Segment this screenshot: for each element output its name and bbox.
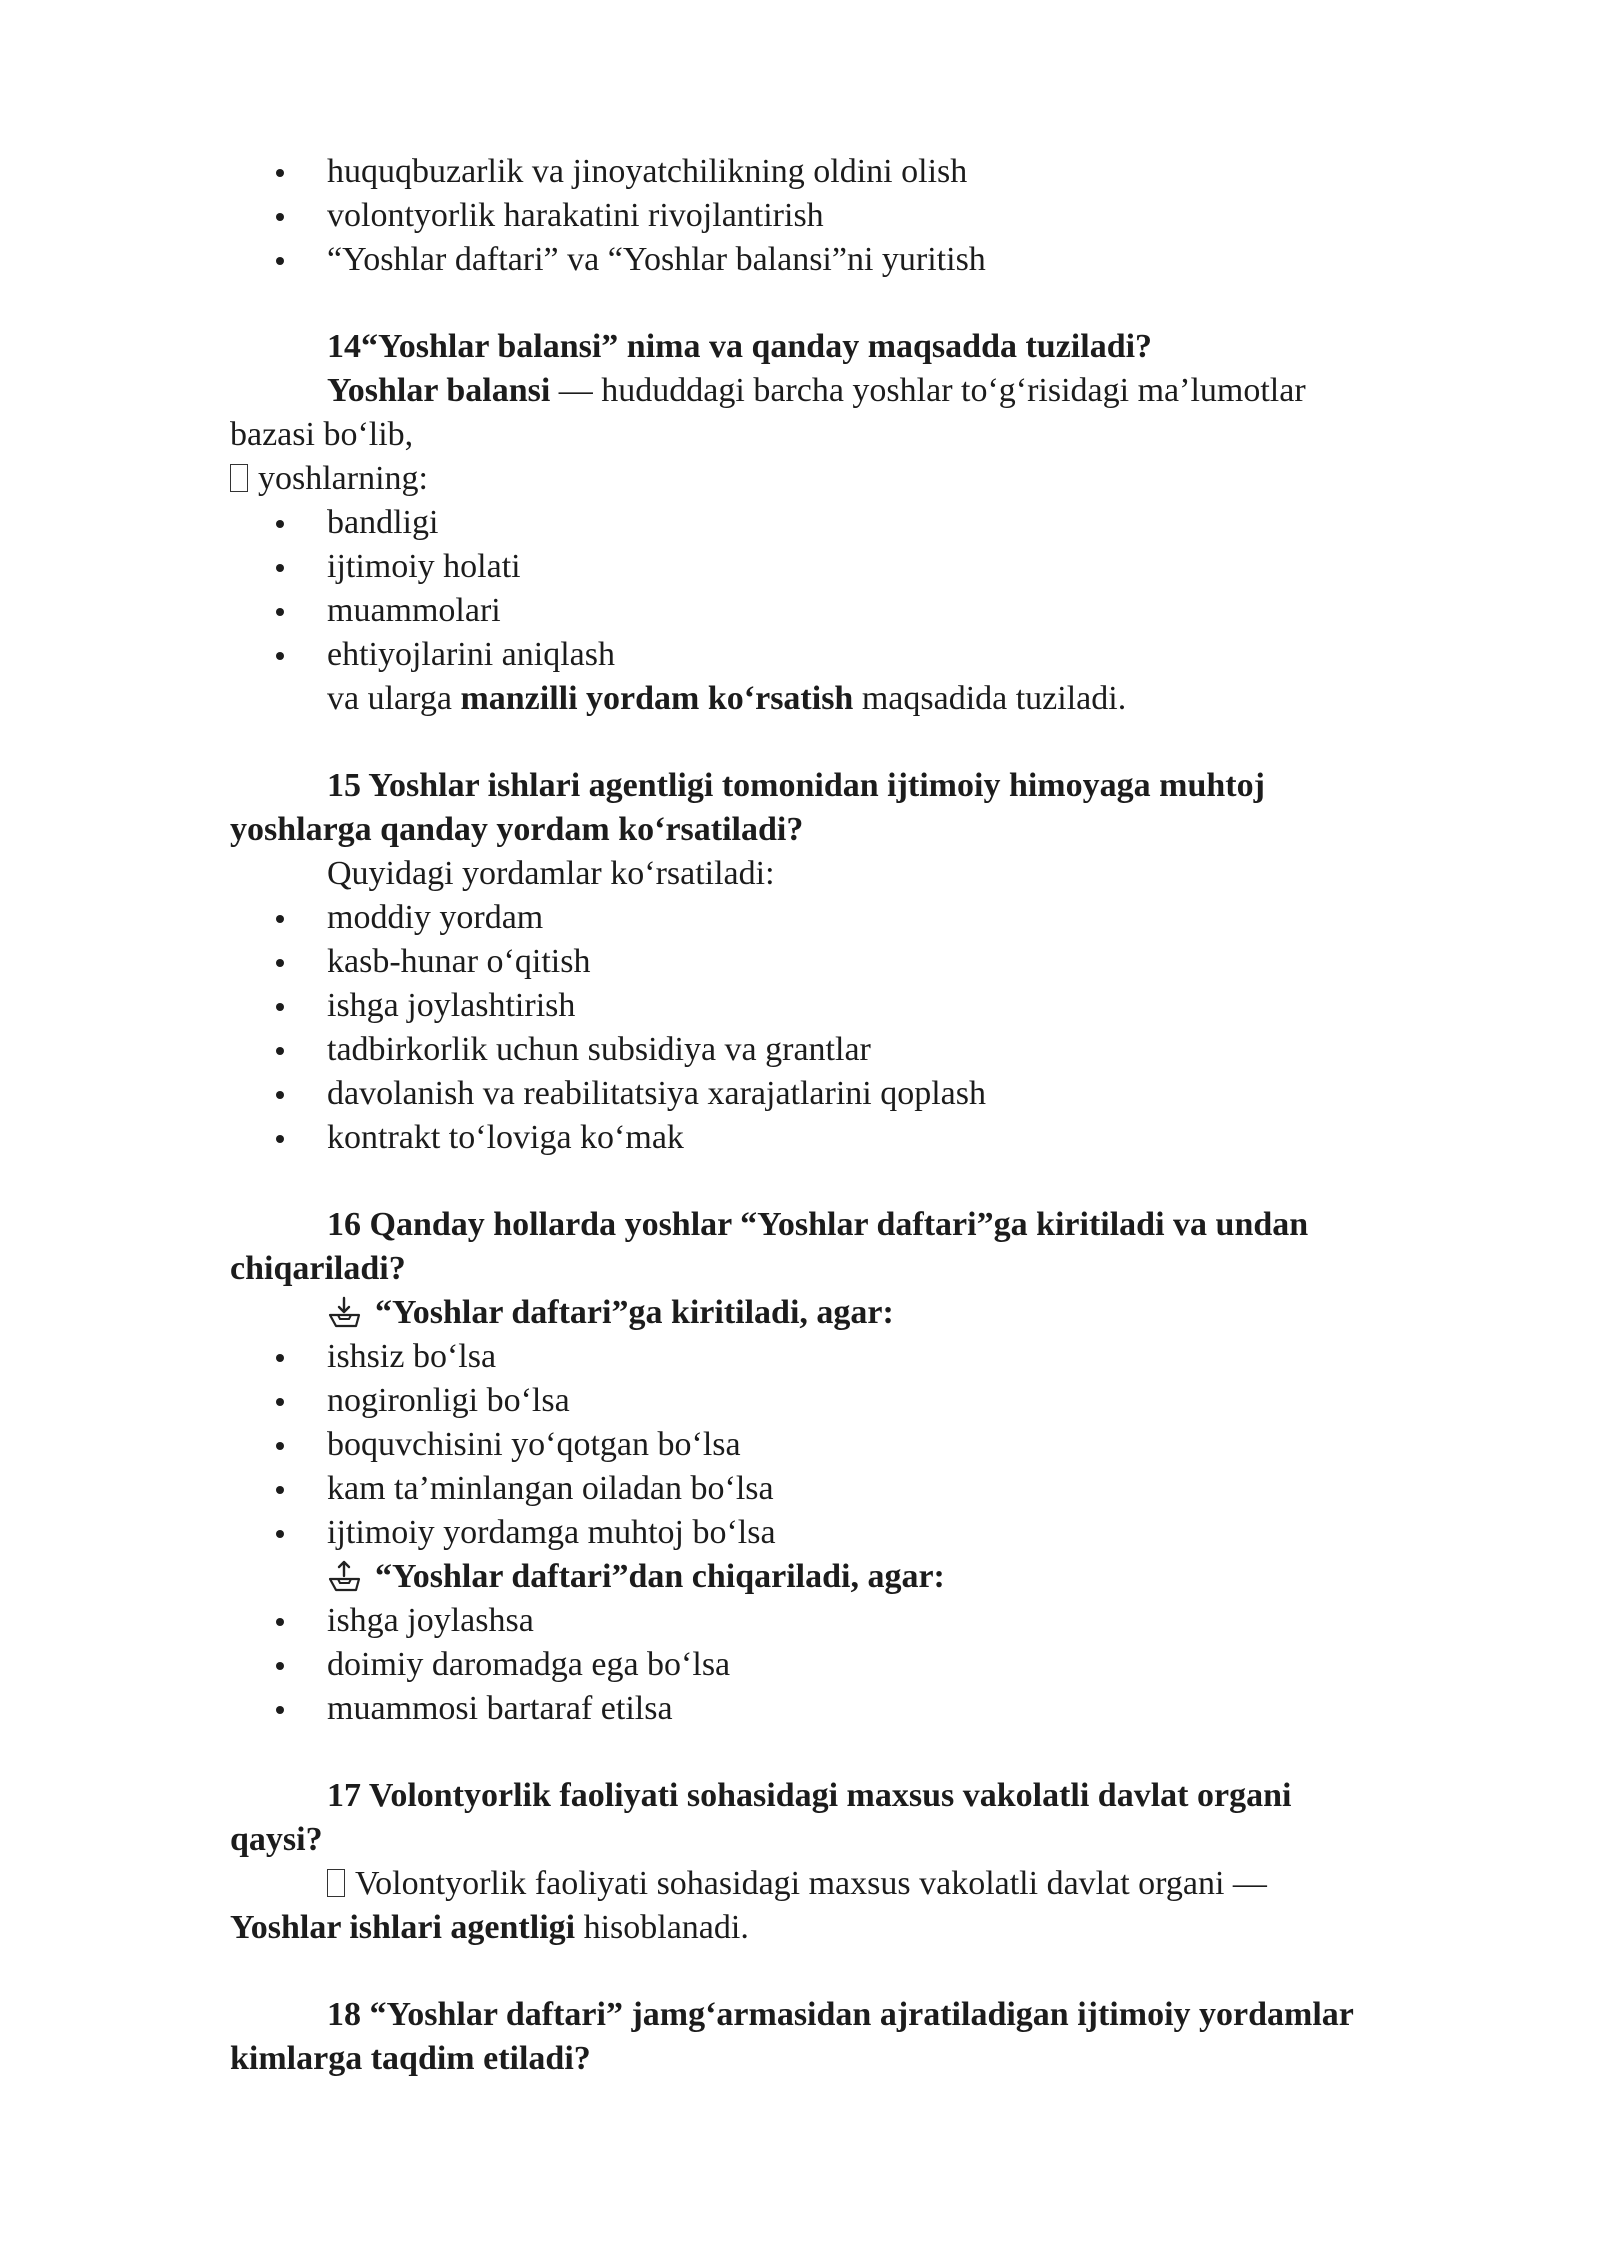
list-item: ishsiz bo‘lsa [230, 1335, 1500, 1379]
list-item: doimiy daromadga ega bo‘lsa [230, 1643, 1500, 1687]
q14-definition: Yoshlar balansi — hududdagi barcha yoshlar to‘g‘risidagi ma’lumotlar [327, 372, 1306, 409]
q17-answer: Volontyorlik faoliyati sohasidagi maxsus vakolatli davlat organi — [230, 1862, 1500, 1906]
list-item: bandligi [230, 501, 1500, 545]
question-17-title: 17 Volontyorlik faoliyati sohasidagi maxsus vakolatli davlat organi [327, 1777, 1292, 1814]
inbox-tray-icon [327, 1295, 361, 1329]
list-item: volontyorlik harakatini rivojlantirish [230, 194, 1500, 238]
question-18-title: 18 “Yoshlar daftari” jamg‘armasidan ajratiladigan ijtimoiy yordamlar [327, 1996, 1354, 2033]
question-15-title-cont: yoshlarga qanday yordam ko‘rsatiladi? [230, 811, 804, 848]
document-page [230, 150, 1500, 2081]
list-item: ishga joylashsa [230, 1599, 1500, 1643]
q14-lead: yoshlarning: [230, 457, 1500, 501]
list-item: ehtiyojlarini aniqlash [230, 633, 1500, 677]
list-item: ijtimoiy holati [230, 545, 1500, 589]
q14-definition-cont: bazasi bo‘lib, [230, 416, 414, 453]
question-18-title-cont: kimlarga taqdim etiladi? [230, 2040, 591, 2077]
question-14-title: 14“Yoshlar balansi” nima va qanday maqsadda tuziladi? [327, 328, 1153, 365]
list-item: muammosi bartaraf etilsa [230, 1687, 1500, 1731]
list-item: tadbirkorlik uchun subsidiya va grantlar [230, 1028, 1500, 1072]
list-item: kam ta’minlangan oiladan bo‘lsa [230, 1467, 1500, 1511]
q16-out-heading: “Yoshlar daftari”dan chiqariladi, agar: [230, 1555, 1500, 1599]
q16-in-heading: “Yoshlar daftari”ga kiritiladi, agar: [230, 1291, 1500, 1335]
list-item: ijtimoiy yordamga muhtoj bo‘lsa [230, 1511, 1500, 1555]
missing-glyph-icon [230, 464, 248, 492]
list-item: davolanish va reabilitatsiya xarajatlarini qoplash [230, 1072, 1500, 1116]
list-item: kasb-hunar o‘qitish [230, 940, 1500, 984]
list-item: boquvchisini yo‘qotgan bo‘lsa [230, 1423, 1500, 1467]
q17-answer-cont: Yoshlar ishlari agentligi hisoblanadi. [230, 1909, 749, 1946]
list-item: muammolari [230, 589, 1500, 633]
list-item: moddiy yordam [230, 896, 1500, 940]
list-item: ishga joylashtirish [230, 984, 1500, 1028]
question-16-title: 16 Qanday hollarda yoshlar “Yoshlar daftari”ga kiritiladi va undan [327, 1206, 1309, 1243]
question-15-title: 15 Yoshlar ishlari agentligi tomonidan ijtimoiy himoyaga muhtoj [327, 767, 1265, 804]
outbox-tray-icon [327, 1559, 361, 1593]
q14-tail: va ularga manzilli yordam ko‘rsatish maqsadida tuziladi. [327, 680, 1127, 717]
list-item: nogironligi bo‘lsa [230, 1379, 1500, 1423]
missing-glyph-icon [327, 1869, 345, 1897]
q15-lead: Quyidagi yordamlar ko‘rsatiladi: [327, 855, 775, 892]
question-17-title-cont: qaysi? [230, 1821, 323, 1858]
list-item: “Yoshlar daftari” va “Yoshlar balansi”ni yuritish [230, 238, 1500, 282]
question-16-title-cont: chiqariladi? [230, 1250, 406, 1287]
list-item: huquqbuzarlik va jinoyatchilikning oldini olish [230, 150, 1500, 194]
list-item: kontrakt to‘loviga ko‘mak [230, 1116, 1500, 1160]
